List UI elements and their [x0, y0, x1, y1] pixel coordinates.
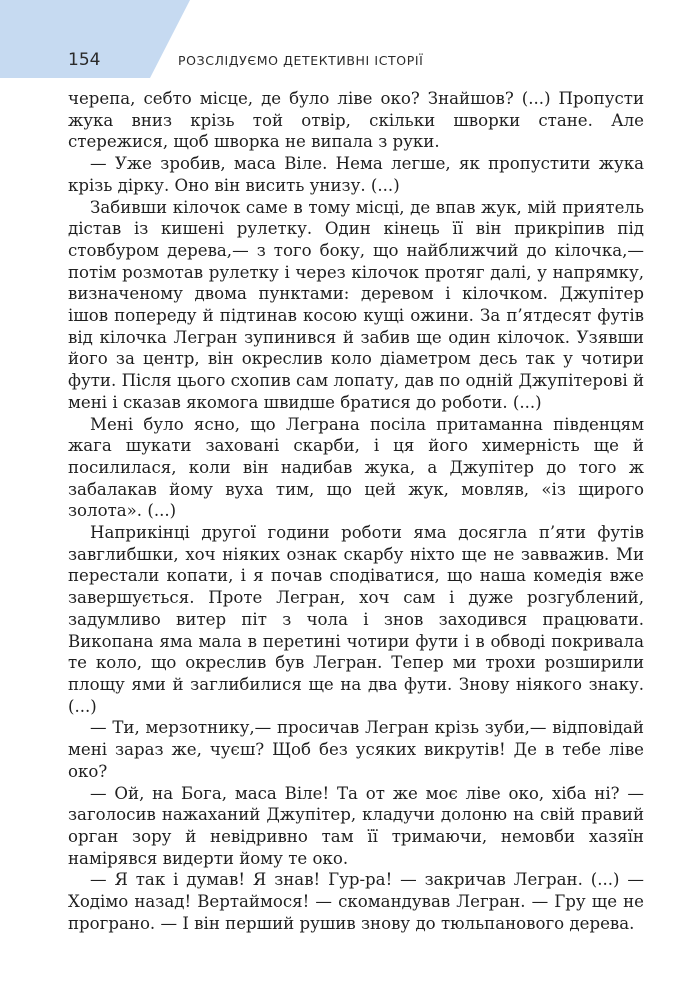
page-number: 154 [68, 50, 101, 70]
paragraph: черепа, себто місце, де було ліве око? Знайшов? (...) Пропусти жука вниз крізь той отвір, скільки шворки стане. Але стережися, щоб шворка не випала з руки. [68, 89, 644, 152]
paragraph: Забивши кілочок саме в тому місці, де впав жук, мій приятель дістав із кишені рулетку. Один кінець її він прикріпив під стовбуром дерева,— з того боку, що найближчий до кілочка,— потім розмотав рулетку і через кілочок протяг далі, у напрямку, визначеному двома пунктами: деревом і кілочком. Джупітер ішов попереду й підтинав косою кущі ожини. За п’ятдесят футів від кілочка Легран зупинився й забив ще один кілочок. Узявши його за центр, він окреслив коло діаметром десь так у чотири фути. Після цього схопив сам лопату, дав по одній Джупітерові й мені і сказав якомога швидше братися до роботи. (...) [68, 197, 644, 412]
paragraph: Наприкінці другої години роботи яма досягла п’яти футів завглибшки, хоч ніяких ознак скарбу ніхто ще не завважив. Ми перестали копати, і я почав сподіватися, що наша комедія вже завершується. Проте Легран, хоч сам і дуже розгублений, задумливо витер піт з чола і знов заходився працювати. Викопана яма мала в перетині чотири фути і в обводі покривала те коло, що окреслив був Легран. Тепер ми трохи розширили площу ями й заглибилися ще на два фути. Знову ніякого знаку. (...) [68, 523, 644, 716]
paragraph: — Уже зробив, маса Віле. Нема легше, як пропустити жука крізь дірку. Оно він висить унизу. (...) [68, 154, 644, 195]
paragraph: Мені було ясно, що Леграна посіла притаманна південцям жага шукати заховані скарби, і ця його химерність ще й посилилася, коли він надибав жука, а Джупітер до того ж забалакав йому вуха тим, що цей жук, мовляв, «із щирого золота». (...) [68, 414, 644, 521]
paragraph: — Я так і думав! Я знав! Гур-ра! — закричав Легран. (...) — Ходімо назад! Вертаймося! — скомандував Легран. — Гру ще не програно. — І він перший рушив знову до тюльпанового дерева. [68, 870, 644, 933]
paragraph: — Ти, мерзотнику,— просичав Легран крізь зуби,— відповідай мені зараз же, чуєш? Щоб без усяких викрутів! Де в тебе ліве око? [68, 718, 644, 781]
running-head: РОЗСЛІДУЄМО ДЕТЕКТИВНІ ІСТОРІЇ [178, 53, 424, 68]
paragraph: — Ой, на Бога, маса Віле! Та от же моє ліве око, хіба ні? — заголосив нажаханий Джупітер, кладучи долоню на свій правий орган зору й невідривно там її тримаючи, немовби хазяїн намірявся видерти йому те око. [68, 783, 644, 868]
body-text [68, 88, 644, 934]
